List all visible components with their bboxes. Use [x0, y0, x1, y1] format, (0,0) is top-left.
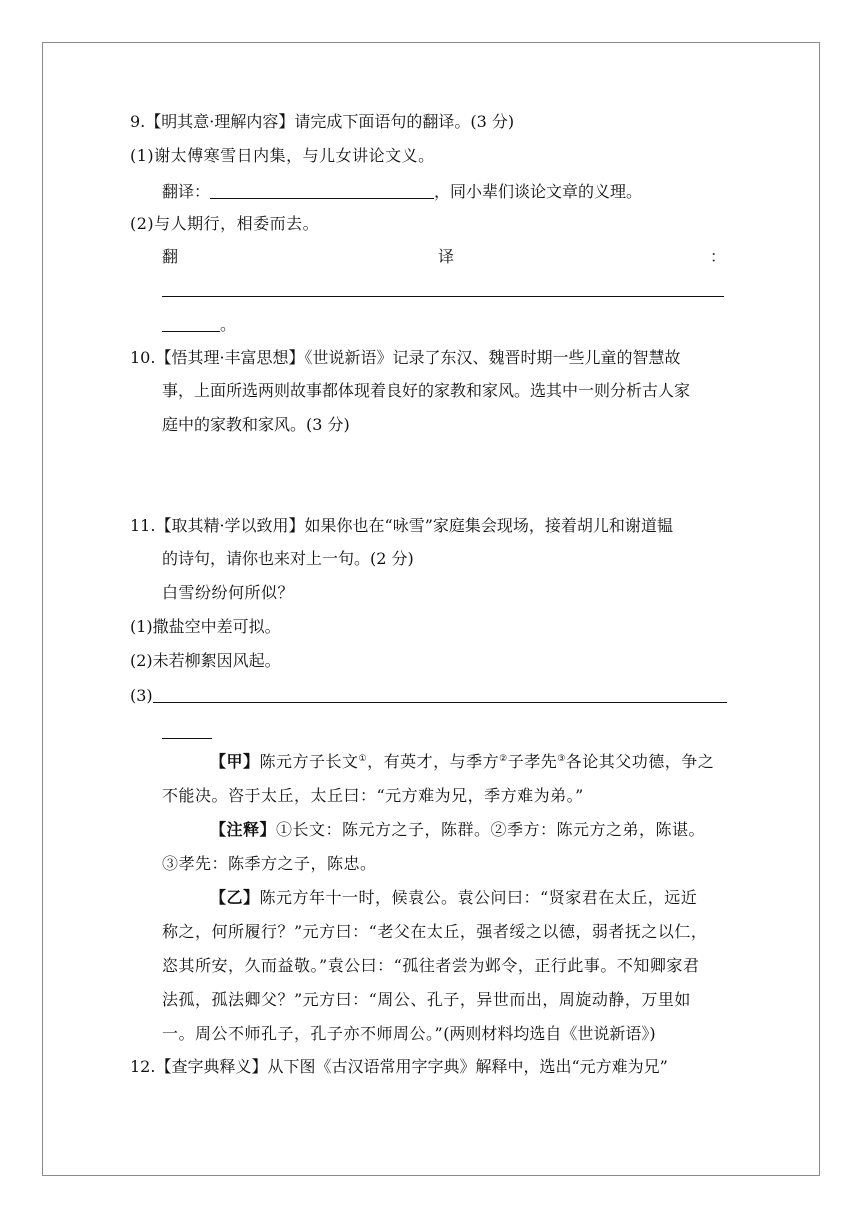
- passage-yi-text5: 一。周公不师孔子，孔子亦不师周公。”: [162, 1024, 444, 1043]
- note-ref-2: ②: [499, 754, 508, 764]
- passage-yi-line2: 称之，何所履行？”元方曰：“老父在太丘，强者绥之以德，弱者抚之以仁，: [162, 922, 708, 941]
- q11-item1: (1)撒盐空中差可拟。: [130, 617, 281, 636]
- q9-answer-blank-2[interactable]: [162, 316, 220, 332]
- q11-item3-label: (3): [130, 686, 153, 705]
- q9-yi: 译: [438, 247, 455, 266]
- passage-notes-text1: ①长文：陈元方之子，陈群。②季方：陈元方之弟，陈谌。: [276, 820, 706, 839]
- q11-answer-blank-1[interactable]: [153, 687, 727, 703]
- q11-answer-blank-2[interactable]: [162, 738, 212, 739]
- q9-translation-row: [162, 183, 642, 200]
- q11-item2: (2)未若柳絮因风起。: [130, 651, 281, 670]
- passage-jia-text-b: ，有英才，与季方: [367, 752, 500, 771]
- q9-answer-blank-1[interactable]: [210, 183, 434, 199]
- q10-line1: 10.【悟其理·丰富思想】《世说新语》记录了东汉、魏晋时期一些儿童的智慧故: [130, 348, 681, 367]
- note-ref-3: ③: [557, 754, 566, 764]
- passage-notes-label: 【注释】: [210, 820, 277, 839]
- passage-jia-text-c: 子孝先: [507, 752, 558, 771]
- passage-jia-line1: [210, 754, 714, 770]
- q10-line2: 事，上面所选两则故事都体现着良好的家教和家风。选其中一则分析古人家: [162, 381, 691, 400]
- q9-item1: (1)谢太傅寒雪日内集，与儿女讲论文义。: [130, 146, 435, 165]
- q9-colon: ：: [710, 247, 727, 266]
- passage-yi-line5: [162, 1026, 656, 1042]
- q11-line1: 11.【取其精·学以致用】如果你也在“咏雪”家庭集会现场，接着胡儿和谢道韫: [130, 516, 673, 535]
- passage-yi-line3: 恣其所安，久而益敬。”袁公曰：“孤往者尝为邺令，正行此事。不知卿家君: [162, 956, 700, 975]
- passage-jia-line2: 不能决。咨于太丘，太丘曰：“元方难为兄，季方难为弟。”: [162, 786, 584, 805]
- q9-answer-row-end: [162, 316, 236, 333]
- passage-jia-text-a: 陈元方子长文: [259, 752, 359, 771]
- q9-stem: 9.【明其意·理解内容】请完成下面语句的翻译。(3 分): [130, 112, 515, 131]
- q11-item3-row: [130, 687, 727, 704]
- passage-yi-label: 【乙】: [210, 888, 260, 907]
- q9-answer-line-2[interactable]: [162, 296, 724, 297]
- q11-line2: 的诗句，请你也来对上一句。(2 分): [162, 549, 414, 568]
- q10-line3: 庭中的家教和家风。(3 分): [162, 415, 350, 434]
- q11-prompt: 白雪纷纷何所似？: [162, 583, 295, 602]
- q9-translation-label: 翻译：: [162, 182, 211, 201]
- q9-item2: (2)与人期行，相委而去。: [130, 214, 320, 233]
- passage-jia-text-d: 各论其父功德，争之: [565, 752, 715, 771]
- passage-source-note: (两则材料均选自《世说新语》): [443, 1024, 656, 1043]
- passage-notes-line1: [210, 822, 705, 838]
- passage-yi-text1: 陈元方年十一时，候袁公。袁公问曰：“贤家君在太丘，远近: [259, 888, 698, 907]
- q12-line1: 12.【查字典释义】从下图《古汉语常用字字典》解释中，选出“元方难为兄”: [130, 1057, 668, 1076]
- passage-yi-line1: [210, 890, 697, 906]
- q10-answer-area[interactable]: [162, 445, 724, 505]
- q9-fan: 翻: [162, 247, 179, 266]
- q9-end-mark: 。: [220, 315, 237, 334]
- note-ref-1: ①: [358, 754, 368, 764]
- q9-translation-tail: ，同小辈们谈论文章的义理。: [434, 182, 643, 201]
- passage-notes-line2: ③孝先：陈季方之子，陈忠。: [162, 854, 377, 873]
- passage-jia-label: 【甲】: [210, 752, 260, 771]
- passage-yi-line4: 法孤，孤法卿父？”元方曰：“周公、孔子，异世而出，周旋动静，万里如: [162, 990, 691, 1009]
